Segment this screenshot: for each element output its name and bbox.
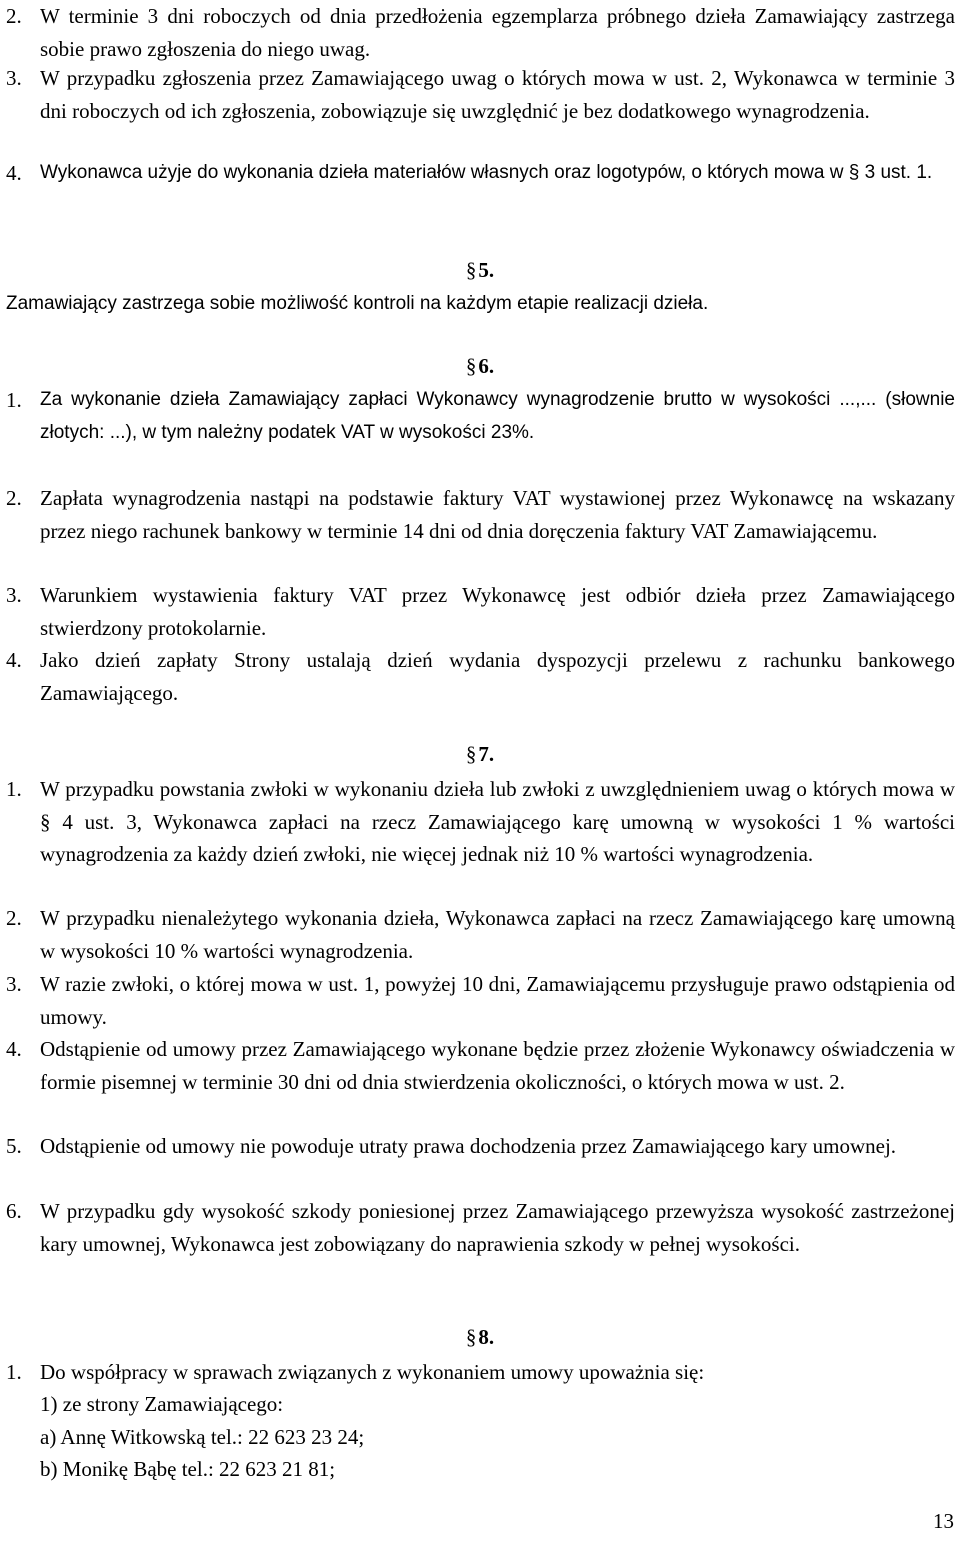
item-text: W przypadku zgłoszenia przez Zamawiającego uwag o których mowa w ust. 2, Wykonawca w terminie 3 dni roboczych od ich zgłoszenia, zobowiązuje się uwzględnić je bez dodatkowego wynagrodzenia.: [40, 66, 955, 123]
item-text: Odstąpienie od umowy nie powoduje utraty prawa dochodzenia przez Zamawiającego kary umownej.: [40, 1134, 897, 1158]
section6-heading: [0, 354, 960, 379]
item-number: 2.: [6, 906, 22, 930]
section8-heading: [0, 1325, 960, 1350]
item-text: Zapłata wynagrodzenia nastąpi na podstawie faktury VAT wystawionej przez Wykonawcę na wskazany przez niego rachunek bankowy w terminie 14 dni od dnia doręczenia faktury VAT Zamawiającemu.: [40, 486, 955, 543]
item-text: W razie zwłoki, o której mowa w ust. 1, powyżej 10 dni, Zamawiającemu przysługuje prawo odstąpienia od umowy.: [40, 972, 955, 1029]
section8-sub-b: b) Monikę Bąbę tel.: 22 623 21 81;: [40, 1457, 336, 1481]
item-text: W terminie 3 dni roboczych od dnia przedłożenia egzemplarza próbnego dzieła Zamawiający zastrzega sobie prawo zgłoszenia do niego uwag.: [40, 4, 955, 61]
item-number: 5.: [6, 1134, 22, 1158]
item-number: 6.: [6, 1199, 22, 1223]
item-text: Do współpracy w sprawach związanych z wykonaniem umowy upoważnia się:: [40, 1360, 705, 1384]
section8-sub-a: a) Annę Witkowską tel.: 22 623 23 24;: [40, 1425, 365, 1449]
paragraph-sign: §: [465, 258, 477, 282]
item-number: 3.: [6, 972, 22, 996]
item-text: Odstąpienie od umowy przez Zamawiającego wykonane będzie przez złożenie Wykonawcy oświadczenia w formie pisemnej w terminie 30 dni od dnia stwierdzenia okoliczności, o których mowa w ust. 2.: [40, 1037, 955, 1094]
item-number: 4.: [6, 1037, 22, 1061]
section-number: 7.: [478, 742, 495, 766]
section8-sub-1: 1) ze strony Zamawiającego:: [40, 1392, 284, 1416]
item-text: Warunkiem wystawienia faktury VAT przez Wykonawcę jest odbiór dzieła przez Zamawiającego stwierdzony protokolarnie.: [40, 583, 955, 640]
item-number: 1.: [6, 777, 22, 801]
item-number: 3.: [6, 583, 22, 607]
section5-heading: [0, 258, 960, 283]
item-number: 1.: [6, 388, 22, 412]
item-number: 1.: [6, 1360, 22, 1384]
section-number: 6.: [478, 354, 495, 378]
paragraph-sign: §: [465, 742, 477, 766]
item-number: 3.: [6, 66, 22, 90]
item-text: Za wykonanie dzieła Zamawiający zapłaci Wykonawcy wynagrodzenie brutto w wysokości ...,... (słownie złotych: ...), w tym należny podatek VAT w wysokości 23%.: [40, 389, 955, 443]
item-number: 2.: [6, 486, 22, 510]
item-text: W przypadku gdy wysokość szkody poniesionej przez Zamawiającego przewyższa wysokość zastrzeżonej kary umownej, Wykonawca jest zobowiązany do naprawienia szkody w pełnej wysokości.: [40, 1199, 955, 1256]
section-number: 8.: [478, 1325, 495, 1349]
item-text: Jako dzień zapłaty Strony ustalają dzień wydania dyspozycji przelewu z rachunku bankowego Zamawiającego.: [40, 648, 955, 705]
paragraph-sign: §: [465, 354, 477, 378]
item-text: W przypadku nienależytego wykonania dzieła, Wykonawca zapłaci na rzecz Zamawiającego karę umowną w wysokości 10 % wartości wynagrodzenia.: [40, 906, 955, 963]
item-number: 4.: [6, 161, 22, 185]
page-number: 13: [933, 1509, 954, 1533]
item-text: Wykonawca użyje do wykonania dzieła materiałów własnych oraz logotypów, o których mowa w § 3 ust. 1.: [40, 162, 933, 183]
item-text: W przypadku powstania zwłoki w wykonaniu dzieła lub zwłoki z uwzględnieniem uwag o których mowa w § 4 ust. 3, Wykonawca zapłaci na rzecz Zamawiającego karę umowną w wysokości 1 % wartości wynagrodzenia za każdy dzień zwłoki, nie więcej jednak niż 10 % wartości wynagrodzenia.: [40, 777, 955, 866]
section5-text: Zamawiający zastrzega sobie możliwość kontroli na każdym etapie realizacji dzieła.: [6, 293, 709, 314]
section7-heading: [0, 742, 960, 767]
item-number: 4.: [6, 648, 22, 672]
section-number: 5.: [478, 258, 495, 282]
item-number: 2.: [6, 4, 22, 28]
paragraph-sign: §: [465, 1325, 477, 1349]
